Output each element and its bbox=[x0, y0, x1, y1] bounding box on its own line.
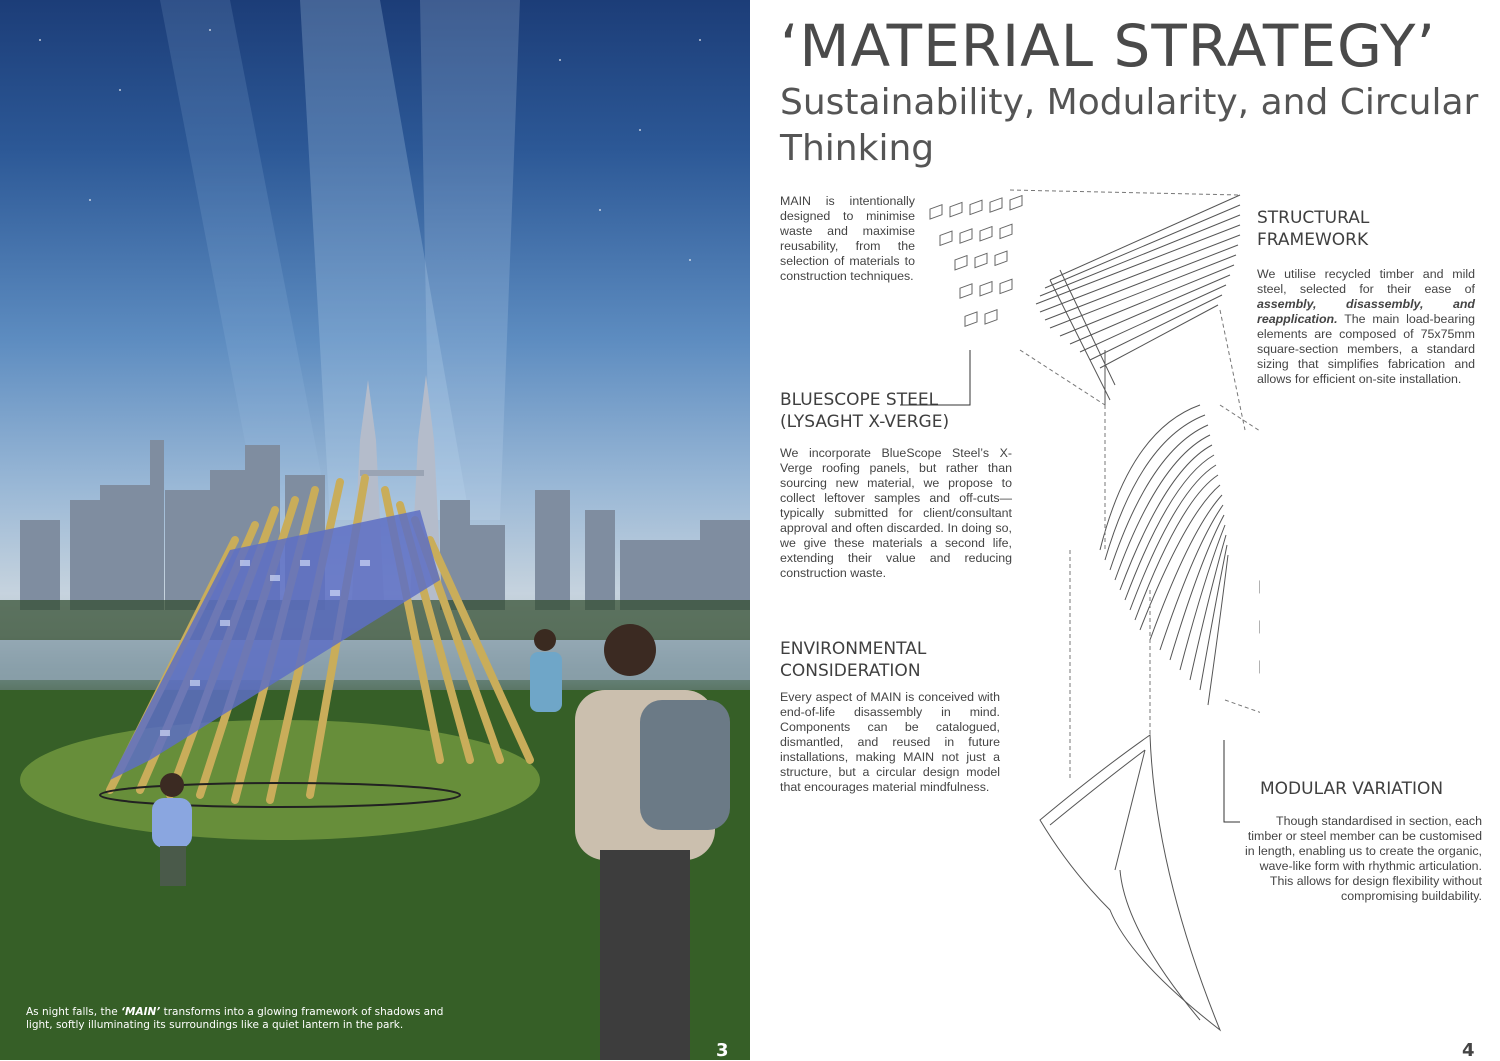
render-caption: As night falls, the ‘MAIN’ transforms into a glowing framework of shadows and light, softly illuminating its surroundings like a quiet lantern in the park. bbox=[26, 1006, 444, 1031]
modular-heading: MODULAR VARIATION bbox=[1260, 779, 1444, 799]
structural-paragraph: We utilise recycled timber and mild steel, selected for their ease of assembly, disassembly, and reapplication. The main load-bearing elements are composed of 75x75mm square-section members, a standard sizing that simplifies fabrication and allows for efficient on-site installation. bbox=[1257, 267, 1475, 386]
bluescope-paragraph: We incorporate BlueScope Steel’s X-Verge roofing panels, but rather than sourcing new material, we propose to collect leftover samples and off-cuts—typically submitted for client/consultant approval and often discarded. In doing so, we give these materials a second life, extending their value and reducing construction waste. bbox=[780, 446, 1012, 580]
page-subtitle: Sustainability, Modularity, and Circular Thinking bbox=[780, 82, 1479, 169]
render-page bbox=[0, 0, 750, 1060]
page-number-right: 4 bbox=[1462, 1040, 1475, 1061]
environmental-heading: ENVIRONMENTAL CONSIDERATION bbox=[780, 639, 927, 681]
rib-framework-top bbox=[1036, 195, 1240, 405]
page-number-left: 3 bbox=[716, 1040, 729, 1060]
rib-framework-bottom bbox=[1100, 405, 1228, 705]
structural-heading: STRUCTURAL FRAMEWORK bbox=[1257, 208, 1370, 250]
base-frame bbox=[1040, 735, 1220, 1030]
pavilion-night-render bbox=[0, 0, 750, 1060]
modular-paragraph: Though standardised in section, each timber or steel member can be customised in length, enabling us to create the organic, wave-like form with rhythmic articulation. This allows for design flexibility without compromising buildability. bbox=[1245, 814, 1482, 903]
panel-cluster-top bbox=[930, 196, 1022, 327]
exploded-axonometric-diagram bbox=[900, 170, 1260, 1050]
page-title: ‘MATERIAL STRATEGY’ bbox=[780, 12, 1436, 80]
bluescope-heading: BLUESCOPE STEEL (LYSAGHT X-VERGE) bbox=[780, 390, 950, 432]
environmental-paragraph: Every aspect of MAIN is conceived with end-of-life disassembly in mind. Components can be catalogued, dismantled, and reused in future installations, making MAIN not just a structure, but a circular design model that encourages material mindfulness. bbox=[780, 690, 1000, 794]
intro-paragraph: MAIN is intentionally designed to minimise waste and maximise reusability, from the selection of materials to construction techniques. bbox=[780, 194, 915, 283]
